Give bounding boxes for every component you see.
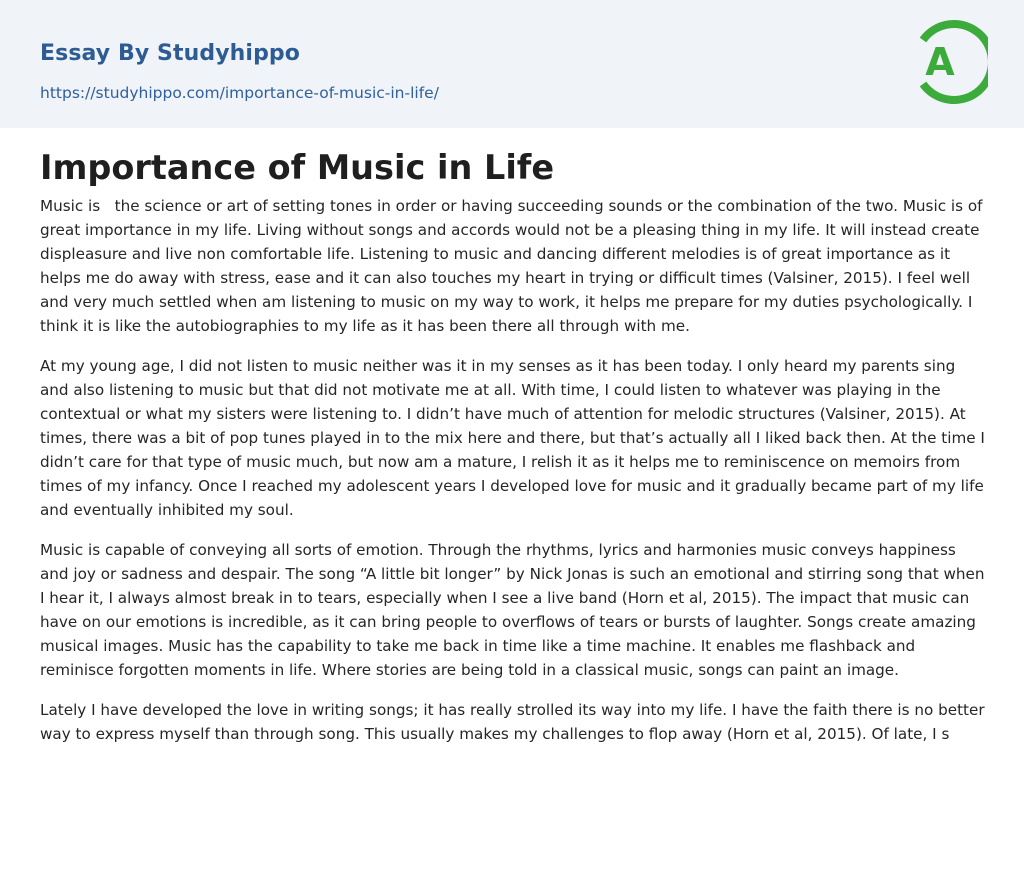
site-header — [0, 0, 1024, 128]
paragraph-1: Music is the science or art of setting tones in order or having succeeding sounds or the combination of the two. Music is of great importance in my life. Living without songs and accords would not be a pleasing thing in my life. It will instead create displeasure and live non comfortable life. Listening to music and dancing different melodies is of great importance as it helps me do away with stress, ease and it can also touches my heart in trying or difficult times (Valsiner, 2015). I feel well and very much settled when am listening to music on my way to work, it helps me prepare for my duties psychologically. I think it is like the autobiographies to my life as it has been there all through with me. — [40, 197, 988, 335]
paragraph-3: Music is capable of conveying all sorts of emotion. Through the rhythms, lyrics and harmonies music conveys happiness and joy or sadness and despair. The song “A little bit longer” by Nick Jonas is such an emotional and stirring song that when I hear it, I always almost break in to tears, especially when I see a live band (Horn et al, 2015). The impact that music can have on our emotions is incredible, as it can bring people to overflows of tears or bursts of laughter. Songs create amazing musical images. Music has the capability to take me back in time like a time machine. It enables me flashback and reminisce forgotten moments in life. Where stories are being told in a classical music, songs can paint an image. — [40, 541, 990, 679]
paragraph-2: At my young age, I did not listen to music neither was it in my senses as it has been today. I only heard my parents sing and also listening to music but that did not motivate me at all. With time, I could listen to whatever was playing in the contextual or what my sisters were listening to. I didn’t have much of attention for melodic structures (Valsiner, 2015). At times, there was a bit of pop tunes played in to the mix here and there, but that’s actually all I liked back then. At the time I didn’t care for that type of music much, but now am a mature, I relish it as it helps me to reminiscence on memoirs from times of my infancy. Once I reached my adolescent years I developed love for music and it gradually became part of my life and eventually inhibited my soul. — [40, 357, 990, 519]
article-title: Importance of Music in Life — [40, 148, 555, 187]
paragraph-4: Lately I have developed the love in writing songs; it has really strolled its way into my life. I have the faith there is no better way to express myself than through song. This usually makes my challenges to flop away (Horn et al, 2015). Of late, I s — [40, 701, 990, 743]
article-body — [40, 194, 990, 762]
studyhippo-logo-icon[interactable] — [912, 18, 988, 106]
brand-title[interactable]: Essay By Studyhippo — [40, 41, 300, 66]
logo-letter: A — [925, 40, 955, 84]
source-url-link[interactable]: https://studyhippo.com/importance-of-music-in-life/ — [40, 84, 439, 102]
